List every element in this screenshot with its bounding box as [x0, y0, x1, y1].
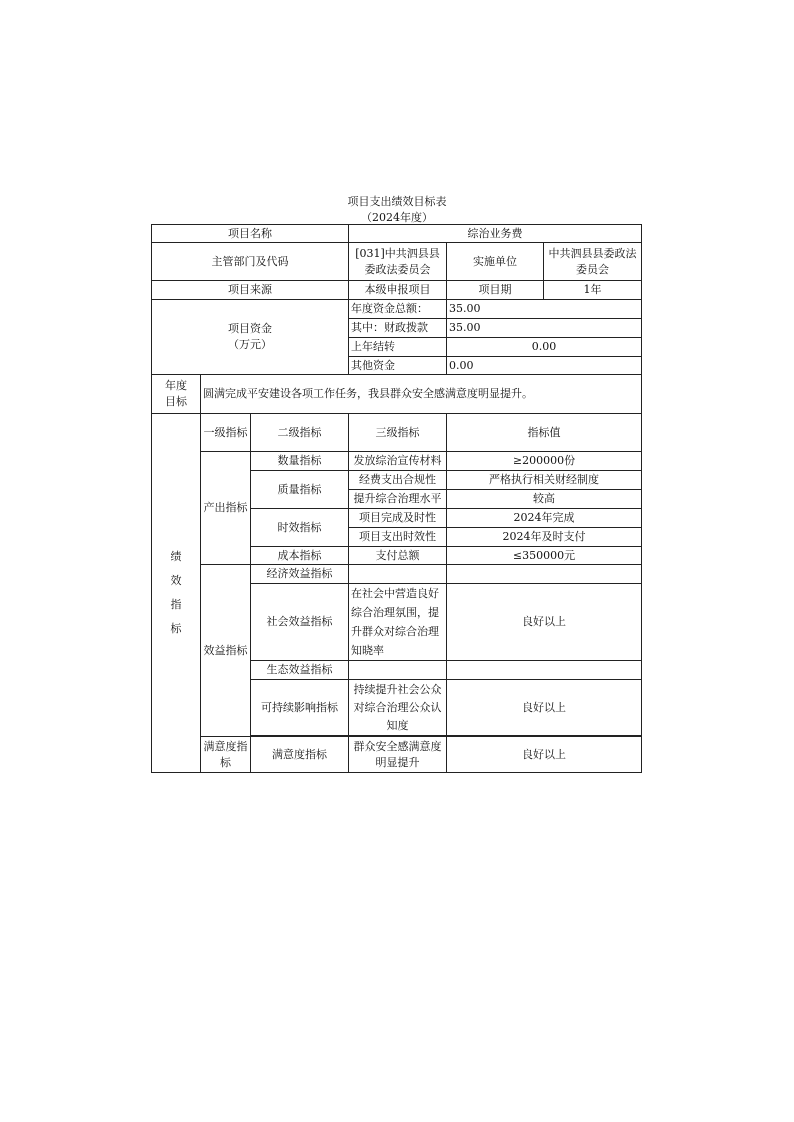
funds-carryover-value: 0.00	[447, 338, 642, 357]
funds-other-label: 其他资金	[349, 357, 447, 375]
performance-char-4: 标	[170, 622, 182, 635]
funds-total-value: 35.00	[447, 300, 642, 319]
social-l3: 在社会中营造良好综合治理氛围，提升群众对综合治理知晓率	[349, 584, 447, 661]
performance-table	[151, 224, 642, 773]
quantity-value: ≥200000份	[447, 452, 642, 471]
economic-l3	[349, 565, 447, 584]
quality-l3-2: 提升综合治理水平	[349, 490, 447, 509]
impl-unit-label: 实施单位	[447, 243, 544, 281]
performance-char-1: 绩	[170, 550, 182, 563]
source-value: 本级申报项目	[349, 281, 447, 300]
document-subtitle: （2024年度）	[361, 211, 433, 224]
funds-fiscal-label: 其中：财政拨款	[349, 319, 447, 338]
benefit-indicator-label: 效益指标	[201, 565, 251, 737]
performance-char-2: 效	[170, 574, 182, 587]
funds-carryover-label: 上年结转	[349, 338, 447, 357]
quantity-l3: 发放综治宣传材料	[349, 452, 447, 471]
sustain-indicator: 可持续影响指标	[251, 680, 349, 736]
ecological-l3	[349, 661, 447, 680]
output-indicator-label: 产出指标	[201, 452, 251, 565]
cost-indicator: 成本指标	[251, 547, 349, 565]
performance-char-3: 指	[170, 598, 182, 611]
period-label: 项目期	[447, 281, 544, 300]
economic-value	[447, 565, 642, 584]
quantity-indicator: 数量指标	[251, 452, 349, 471]
cost-l3: 支付总额	[349, 547, 447, 565]
impl-unit-value: 中共泗县县委政法委员会	[544, 243, 642, 281]
social-indicator: 社会效益指标	[251, 584, 349, 661]
header-level2: 二级指标	[251, 414, 349, 452]
funds-label-text: 项目资金	[228, 322, 272, 335]
quality-indicator: 质量指标	[251, 471, 349, 509]
economic-indicator: 经济效益指标	[251, 565, 349, 584]
annual-goal-label	[152, 375, 201, 414]
satisfaction-value: 良好以上	[447, 737, 642, 773]
funds-total-label: 年度资金总额：	[349, 300, 447, 319]
document-title: 项目支出绩效目标表	[347, 195, 447, 208]
performance-label	[152, 414, 201, 773]
satisfaction-l2: 满意度指标	[251, 737, 349, 773]
project-name-value: 综治业务费	[349, 225, 642, 243]
header-value: 指标值	[447, 414, 642, 452]
funds-other-value: 0.00	[447, 357, 642, 375]
ecological-indicator: 生态效益指标	[251, 661, 349, 680]
satisfaction-indicator-label: 满意度指标	[201, 737, 251, 773]
time-value-2: 2024年及时支付	[447, 528, 642, 547]
time-indicator: 时效指标	[251, 509, 349, 547]
time-value-1: 2024年完成	[447, 509, 642, 528]
cost-value: ≤350000元	[447, 547, 642, 565]
annual-goal-label-1: 年度	[165, 379, 187, 392]
dept-label: 主管部门及代码	[152, 243, 349, 281]
annual-goal-label-2: 目标	[165, 395, 187, 408]
sustain-value: 良好以上	[447, 680, 642, 736]
funds-unit-text: （万元）	[228, 338, 272, 351]
time-l3-2: 项目支出时效性	[349, 528, 447, 547]
dept-value: [031]中共泗县县委政法委员会	[349, 243, 447, 281]
funds-fiscal-value: 35.00	[447, 319, 642, 338]
quality-value-2: 较高	[447, 490, 642, 509]
project-name-label: 项目名称	[152, 225, 349, 243]
period-value: 1年	[544, 281, 642, 300]
satisfaction-l3: 群众安全感满意度明显提升	[349, 737, 447, 773]
header-level3: 三级指标	[349, 414, 447, 452]
sustain-l3: 持续提升社会公众对综合治理公众认知度	[349, 680, 447, 736]
source-label: 项目来源	[152, 281, 349, 300]
time-l3-1: 项目完成及时性	[349, 509, 447, 528]
header-level1: 一级指标	[201, 414, 251, 452]
ecological-value	[447, 661, 642, 680]
quality-value-1: 严格执行相关财经制度	[447, 471, 642, 490]
social-value: 良好以上	[447, 584, 642, 661]
annual-goal-text: 圆满完成平安建设各项工作任务，我县群众安全感满意度明显提升。	[201, 375, 642, 414]
funds-label	[152, 300, 349, 375]
quality-l3-1: 经费支出合规性	[349, 471, 447, 490]
